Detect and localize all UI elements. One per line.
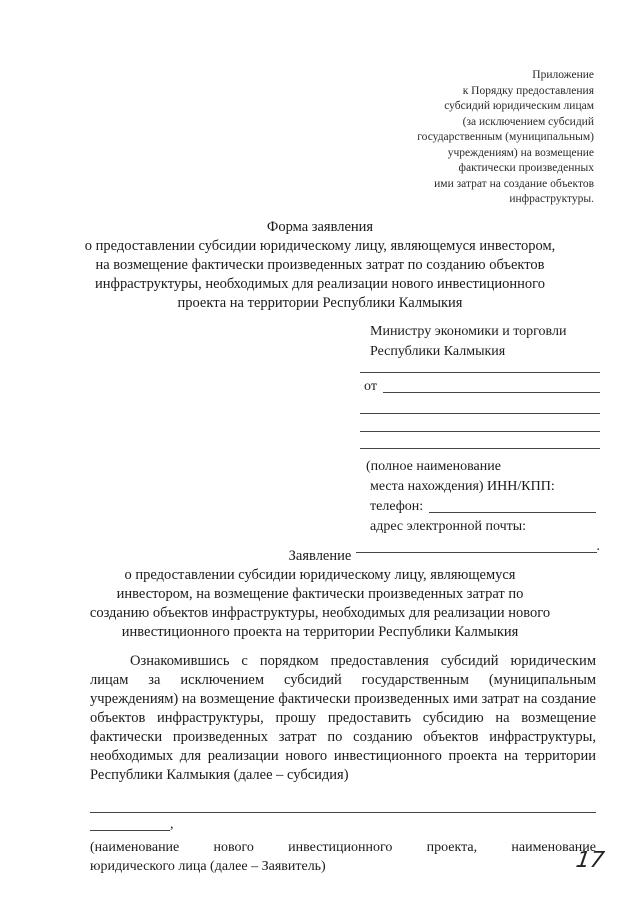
form-title-line: о предоставлении субсидии юридическому лицу, являющемуся инвестором, <box>84 238 556 254</box>
statement-title-line: о предоставлении субсидии юридическому лицу, являющемуся <box>124 567 516 583</box>
appendix-line: Приложение <box>532 69 594 81</box>
caption-word: наименование <box>511 840 596 855</box>
caption-word: инвестиционного <box>288 840 393 855</box>
caption-word: (наименование <box>90 840 180 855</box>
form-title-line: Форма заявления <box>266 219 374 235</box>
statement-title-line: Заявление <box>288 548 352 564</box>
handwritten-page-number: 17 <box>574 848 606 873</box>
field-caption <box>90 838 596 876</box>
appendix-line: фактически произведенных <box>458 162 594 174</box>
statement-title <box>40 547 600 642</box>
addressee-block <box>360 322 600 557</box>
statement-title-line: созданию объектов инфраструктуры, необходимых для реализации нового <box>89 605 551 621</box>
appendix-line: субсидий юридическим лицам <box>444 100 594 112</box>
email-label: адрес электронной почты: <box>370 519 527 534</box>
appendix-line: ими затрат на создание объектов <box>434 177 594 190</box>
phone-label: телефон: <box>370 499 424 514</box>
from-blank-line[interactable] <box>383 392 600 393</box>
from-label: от <box>364 379 377 394</box>
subsidy-blank-line[interactable] <box>90 812 596 813</box>
blank-line[interactable] <box>360 448 600 449</box>
caption-line-2: юридического лица (далее – Заявитель) <box>90 859 326 874</box>
blank-line[interactable] <box>360 431 600 432</box>
appendix-line: учреждениям) на возмещение <box>447 146 594 159</box>
statement-paragraph: Ознакомившись с порядком предоставления субсидий юридическим лицам за исключением субсидий государственным (муниципальным учреждениям) на возмещение фактически произведенных ими затрат на создание объектов инфраструктуры, прошу предоставить субсидию на возмещение фактически произведенных затрат по созданию объектов инфраструктуры, необходимых для реализации нового инвестиционного проекта на территории Республики Калмыкия (далее – субсидия) <box>90 653 596 783</box>
statement-body <box>90 652 596 785</box>
form-title-line: проекта на территории Республики Калмыкия <box>177 295 463 311</box>
addressee-republic: Республики Калмыкия <box>370 344 506 359</box>
appendix-line: (за исключением субсидий <box>462 115 594 128</box>
form-title <box>40 218 600 313</box>
appendix-line: к Порядку предоставления <box>462 84 594 97</box>
phone-blank-line[interactable] <box>429 512 596 513</box>
form-title-line: инфраструктуры, необходимых для реализации нового инвестиционного <box>95 276 545 292</box>
caption-word: проекта, <box>426 840 478 855</box>
appendix-line: государственным (муниципальным) <box>417 131 594 143</box>
hint-full-name: (полное наименование <box>366 459 501 474</box>
addressee-ministry: Министру экономики и торговли <box>370 324 567 339</box>
statement-title-line: инвестором, на возмещение фактически произведенных затрат по <box>116 586 524 602</box>
caption-word: нового <box>213 840 254 855</box>
appendix-line: инфраструктуры. <box>509 193 594 205</box>
hint-location-inn: места нахождения) ИНН/КПП: <box>370 479 555 494</box>
email-end-period: . <box>596 539 600 554</box>
appendix-header <box>334 68 594 208</box>
form-title-line: на возмещение фактически произведенных затрат по созданию объектов <box>95 257 545 273</box>
subsidy-short-blank[interactable] <box>90 830 170 831</box>
blank-line[interactable] <box>360 413 600 414</box>
subsidy-comma: , <box>170 817 174 832</box>
blank-line[interactable] <box>360 372 600 373</box>
statement-title-line: инвестиционного проекта на территории Республики Калмыкия <box>121 624 519 640</box>
